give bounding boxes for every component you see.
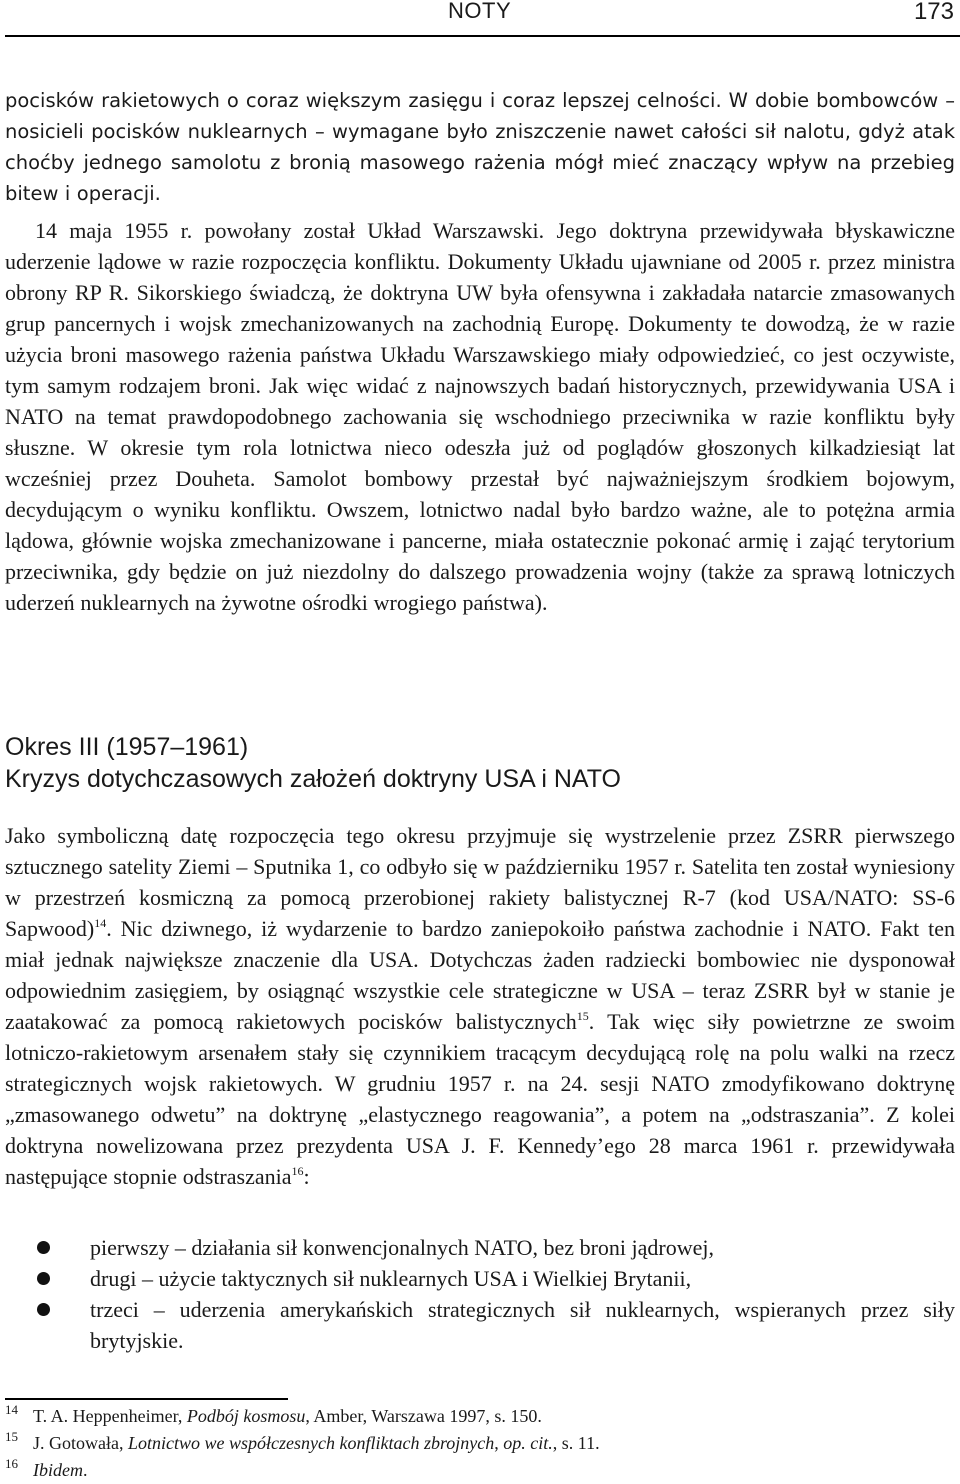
footnote-author: J. Gotowała, [33,1433,128,1453]
paragraph-3-block [5,820,955,1192]
paragraph-3-part-a: Jako symboliczną datę rozpoczęcia tego okresu przyjmuje się wystrzelenie przez ZSRR pierwszego sztucznego satelity Ziemi – Sputnika 1, co odbyło się w październiku 1957 r. Satelita ten został wyniesiony w przestrzeń kosmiczną za pomocą przerobionej rakiety balistycznej R-7 (kod USA/NATO: SS-6 Sapwood) [5,823,955,941]
footnote-number: 16 [5,1456,18,1471]
paragraph-1-block [5,85,955,209]
paragraph-2-block [5,215,955,618]
paragraph-3 [5,820,955,1192]
list-item-text: drugi – użycie taktycznych sił nuklearnych USA i Wielkiej Brytanii, [90,1266,692,1291]
list-item-text: pierwszy – działania sił konwencjonalnych NATO, bez broni jądrowej, [90,1235,714,1260]
paragraph-3-part-b: . Nic dziwnego, iż wydarzenie to bardzo zaniepokoiło państwa zachodnie i NATO. Fakt ten miał jednak największe znaczenie dla USA. Dotychczas żaden radziecki bombowiec nie dysponował odpowiednim zasięgiem, by osiągnąć wszystkie cele strategiczne w USA – teraz ZSRR był w stanie je zaatakować za pomocą rakietowych pocisków balistycznych [5,916,955,1034]
footnote-16 [5,1457,955,1484]
footnote-details: , Amber, Warszawa 1997, s. 150. [305,1406,542,1426]
list-item [5,1263,955,1294]
footnote-text [33,1403,542,1430]
bullet-dot-icon [37,1241,50,1254]
footnote-opcit: op. cit. [503,1433,553,1453]
footnote-ref-15[interactable]: 15 [576,1009,589,1023]
list-item [5,1232,955,1263]
section-heading-title: Kryzys dotychczasowych założeń doktryny USA i NATO [5,765,621,793]
bullet-dot-icon [37,1272,50,1285]
paragraph-3-part-d: : [303,1164,310,1189]
footnote-ref-14[interactable]: 14 [94,916,107,930]
footnote-rule [5,1398,288,1400]
footnotes [5,1403,955,1484]
bullet-dot-icon [37,1303,50,1316]
footnote-15 [5,1430,955,1457]
footnote-separator: , [494,1433,504,1453]
footnote-number: 15 [5,1429,18,1444]
footnote-number: 14 [5,1402,18,1417]
paragraph-3-part-c: . Tak więc siły powietrzne ze swoim lotniczo-rakietowym arsenałem stały się czynnikiem tracącym decydującą rolę na polu walki na rzecz strategicznych wojsk rakietowych. W grudniu 1957 r. na 24. sesji NATO zmodyfikowano doktrynę „zmasowanego odwetu” na doktrynę „elastycznego reagowania”, a potem na „odstraszania”. Z kolei doktryna nowelizowana przez prezydenta USA J. F. Kennedy’ego 28 marca 1961 r. przewidywała następujące stopnie odstraszania [5,1009,955,1189]
list-item-text: trzeci – uderzenia amerykańskich strategicznych sił nuklearnych, wspieranych przez siły brytyjskie. [90,1297,955,1353]
running-head: NOTY [448,0,512,23]
page-header [0,0,960,40]
deterrence-levels-list [5,1232,955,1356]
paragraph-2: 14 maja 1955 r. powołany został Układ Warszawski. Jego doktryna przewidywała błyskawiczne uderzenie lądowe w razie rozpoczęcia konfliktu. Dokumenty Układu ujawniane od 2005 r. przez ministra obrony RP R. Sikorskiego świadczą, że doktryna UW była ofensywna i zakładała natarcie zmasowanych grup pancernych i wojsk zmechanizowanych na zachodnią Europę. Dokumenty te dowodzą, że w razie użycia broni masowego rażenia państwa Układu Warszawskiego miały odpowiedzieć, co jest oczywiste, tym samym rodzajem broni. Jak więc widać z najnowszych badań historycznych, przewidywania USA i NATO na temat prawdopodobnego zachowania się wschodniego przeciwnika w razie konfliktu były słuszne. W okresie tym rola lotnictwa nieco odeszła już od poglądów głoszonych kilkadziesiąt lat wcześniej przez Douheta. Samolot bombowy przestał być najważniejszym środkiem bojowym, decydującym o wyniku konfliktu. Owszem, lotnictwo nadal było bardzo ważne, ale to potężna armia lądowa, głównie wojska zmechanizowane i pancerne, miała ostatecznie pokonać armię i zająć terytorium przeciwnika, gdy będzie on już niezdolny do dalszego prowadzenia wojny (także za sprawą lotniczych uderzeń nuklearnych na żywotne ośrodki wrogiego państwa). [5,218,955,615]
footnote-details: , s. 11. [552,1433,600,1453]
paragraph-1: pocisków rakietowych o coraz większym zasięgu i coraz lepszej celności. W dobie bombowców – nosicieli pocisków nuklearnych – wymagane było zniszczenie nawet całości sił nalotu, gdyż atak choćby jednego samolotu z bronią masowego rażenia mógł mieć znaczący wpływ na przebieg bitew i operacji. [5,89,955,205]
footnote-ref-16[interactable]: 16 [291,1164,304,1178]
footnote-title: Podbój kosmosu [186,1406,306,1426]
footnote-title: Ibidem [33,1460,83,1480]
page-number: 173 [913,0,954,25]
footnote-14 [5,1403,955,1430]
footnote-title: Lotnictwo we współczesnych konfliktach zbrojnych [127,1433,495,1453]
section-heading [5,731,621,795]
footnote-text [33,1457,87,1484]
list-item [5,1294,955,1356]
section-heading-period: Okres III (1957–1961) [5,733,249,761]
footnote-author: T. A. Heppenheimer, [33,1406,187,1426]
header-rule [5,35,960,37]
footnote-details: . [82,1460,88,1480]
footnote-text [33,1430,600,1457]
